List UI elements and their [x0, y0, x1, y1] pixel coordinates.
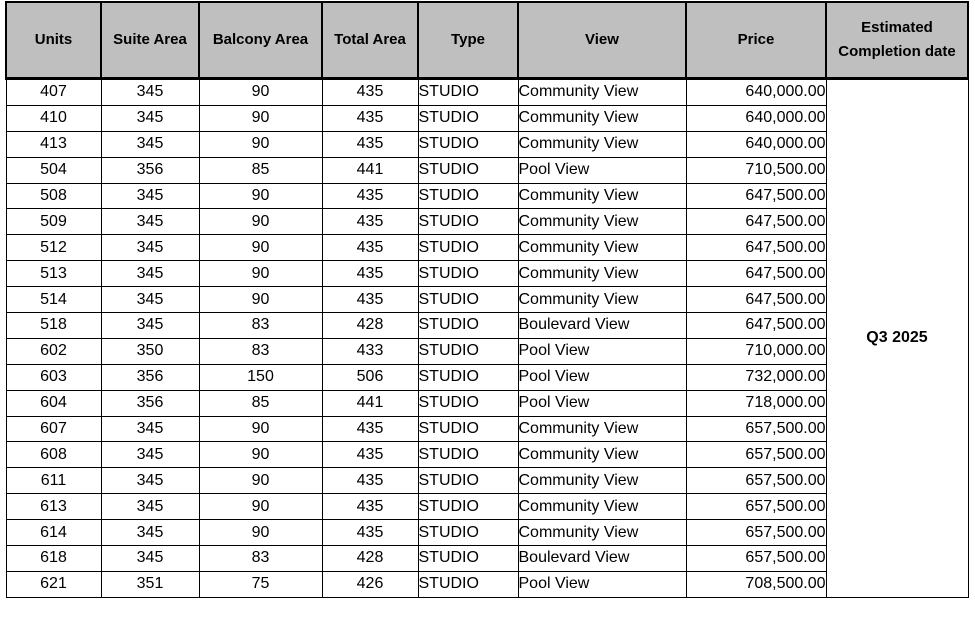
cell-type[interactable]: STUDIO [418, 131, 518, 157]
table-row [6, 364, 968, 390]
cell-price[interactable]: 657,500.00 [686, 416, 826, 442]
table-row [6, 416, 968, 442]
table-row [6, 313, 968, 339]
cell-view[interactable]: Pool View [518, 390, 686, 416]
cell-total-area[interactable]: 435 [322, 261, 418, 287]
cell-balcony-area[interactable]: 150 [199, 364, 322, 390]
table-row [6, 235, 968, 261]
cell-suite-area[interactable]: 345 [101, 520, 199, 546]
cell-balcony-area[interactable]: 90 [199, 131, 322, 157]
table-header [6, 2, 968, 79]
cell-price[interactable]: 710,500.00 [686, 157, 826, 183]
cell-unit[interactable]: 514 [6, 287, 101, 313]
cell-suite-area[interactable]: 351 [101, 571, 199, 597]
cell-balcony-area[interactable]: 90 [199, 261, 322, 287]
cell-total-area[interactable]: 435 [322, 520, 418, 546]
cell-total-area[interactable]: 435 [322, 209, 418, 235]
cell-price[interactable]: 647,500.00 [686, 209, 826, 235]
cell-unit[interactable]: 509 [6, 209, 101, 235]
cell-total-area[interactable]: 435 [322, 494, 418, 520]
cell-total-area[interactable]: 433 [322, 338, 418, 364]
cell-price[interactable]: 710,000.00 [686, 338, 826, 364]
cell-type[interactable]: STUDIO [418, 520, 518, 546]
cell-price[interactable]: 657,500.00 [686, 520, 826, 546]
cell-suite-area[interactable]: 345 [101, 105, 199, 131]
col-header-balcony-area[interactable]: Balcony Area [199, 2, 322, 79]
cell-total-area[interactable]: 435 [322, 416, 418, 442]
table-row [6, 520, 968, 546]
cell-type[interactable]: STUDIO [418, 338, 518, 364]
cell-balcony-area[interactable]: 90 [199, 520, 322, 546]
cell-view[interactable]: Pool View [518, 364, 686, 390]
table-row [6, 468, 968, 494]
cell-balcony-area[interactable]: 85 [199, 390, 322, 416]
cell-type[interactable]: STUDIO [418, 209, 518, 235]
cell-view[interactable]: Community View [518, 287, 686, 313]
cell-balcony-area[interactable]: 83 [199, 338, 322, 364]
cell-unit[interactable]: 407 [6, 79, 101, 106]
cell-view[interactable]: Community View [518, 105, 686, 131]
col-header-suite-area[interactable]: Suite Area [101, 2, 199, 79]
cell-price[interactable]: 708,500.00 [686, 571, 826, 597]
cell-suite-area[interactable]: 356 [101, 364, 199, 390]
header-row [6, 2, 968, 79]
cell-price[interactable]: 647,500.00 [686, 287, 826, 313]
cell-type[interactable]: STUDIO [418, 157, 518, 183]
cell-balcony-area[interactable]: 90 [199, 183, 322, 209]
cell-total-area[interactable]: 435 [322, 105, 418, 131]
cell-unit[interactable]: 504 [6, 157, 101, 183]
cell-view[interactable]: Community View [518, 416, 686, 442]
cell-balcony-area[interactable]: 83 [199, 313, 322, 339]
cell-unit[interactable]: 602 [6, 338, 101, 364]
cell-type[interactable]: STUDIO [418, 287, 518, 313]
cell-price[interactable]: 732,000.00 [686, 364, 826, 390]
cell-suite-area[interactable]: 345 [101, 313, 199, 339]
table-row [6, 571, 968, 597]
table-row [6, 131, 968, 157]
cell-suite-area[interactable]: 345 [101, 79, 199, 106]
cell-suite-area[interactable]: 345 [101, 494, 199, 520]
table-row [6, 79, 968, 106]
cell-balcony-area[interactable]: 90 [199, 494, 322, 520]
cell-type[interactable]: STUDIO [418, 183, 518, 209]
cell-balcony-area[interactable]: 90 [199, 105, 322, 131]
cell-unit[interactable]: 508 [6, 183, 101, 209]
table-row [6, 546, 968, 572]
cell-price[interactable]: 718,000.00 [686, 390, 826, 416]
cell-unit[interactable]: 611 [6, 468, 101, 494]
cell-view[interactable]: Community View [518, 520, 686, 546]
cell-unit[interactable]: 603 [6, 364, 101, 390]
cell-unit[interactable]: 607 [6, 416, 101, 442]
cell-unit[interactable]: 604 [6, 390, 101, 416]
cell-price[interactable]: 657,500.00 [686, 494, 826, 520]
cell-unit[interactable]: 621 [6, 571, 101, 597]
cell-total-area[interactable]: 435 [322, 287, 418, 313]
table-row [6, 442, 968, 468]
cell-total-area[interactable]: 435 [322, 235, 418, 261]
cell-price[interactable]: 640,000.00 [686, 131, 826, 157]
cell-suite-area[interactable]: 345 [101, 416, 199, 442]
table-row [6, 287, 968, 313]
cell-view[interactable]: Boulevard View [518, 313, 686, 339]
cell-unit[interactable]: 608 [6, 442, 101, 468]
cell-type[interactable]: STUDIO [418, 313, 518, 339]
cell-view[interactable]: Community View [518, 235, 686, 261]
cell-suite-area[interactable]: 345 [101, 287, 199, 313]
cell-suite-area[interactable]: 350 [101, 338, 199, 364]
cell-unit[interactable]: 518 [6, 313, 101, 339]
cell-type[interactable]: STUDIO [418, 105, 518, 131]
cell-type[interactable]: STUDIO [418, 468, 518, 494]
cell-suite-area[interactable]: 345 [101, 468, 199, 494]
cell-unit[interactable]: 410 [6, 105, 101, 131]
cell-view[interactable]: Community View [518, 468, 686, 494]
cell-total-area[interactable]: 441 [322, 157, 418, 183]
cell-balcony-area[interactable]: 83 [199, 546, 322, 572]
cell-unit[interactable]: 513 [6, 261, 101, 287]
cell-type[interactable]: STUDIO [418, 546, 518, 572]
cell-suite-area[interactable]: 345 [101, 546, 199, 572]
cell-suite-area[interactable]: 356 [101, 390, 199, 416]
cell-suite-area[interactable]: 345 [101, 235, 199, 261]
cell-total-area[interactable]: 435 [322, 468, 418, 494]
cell-unit[interactable]: 613 [6, 494, 101, 520]
cell-total-area[interactable]: 435 [322, 183, 418, 209]
cell-unit[interactable]: 512 [6, 235, 101, 261]
cell-type[interactable]: STUDIO [418, 442, 518, 468]
table-row [6, 338, 968, 364]
cell-total-area[interactable]: 428 [322, 313, 418, 339]
cell-view[interactable]: Pool View [518, 157, 686, 183]
cell-view[interactable]: Community View [518, 261, 686, 287]
cell-balcony-area[interactable]: 90 [199, 287, 322, 313]
cell-type[interactable]: STUDIO [418, 261, 518, 287]
cell-type[interactable]: STUDIO [418, 79, 518, 106]
cell-balcony-area[interactable]: 90 [199, 79, 322, 106]
cell-suite-area[interactable]: 345 [101, 209, 199, 235]
cell-suite-area[interactable]: 345 [101, 261, 199, 287]
cell-completion-date[interactable]: Q3 2025 [826, 79, 968, 598]
cell-price[interactable]: 640,000.00 [686, 105, 826, 131]
cell-price[interactable]: 657,500.00 [686, 468, 826, 494]
units-table [5, 1, 969, 598]
cell-type[interactable]: STUDIO [418, 494, 518, 520]
cell-view[interactable]: Community View [518, 131, 686, 157]
cell-view[interactable]: Community View [518, 183, 686, 209]
cell-view[interactable]: Community View [518, 442, 686, 468]
cell-price[interactable]: 640,000.00 [686, 79, 826, 106]
table-row [6, 157, 968, 183]
col-header-total-area[interactable]: Total Area [322, 2, 418, 79]
cell-total-area[interactable]: 441 [322, 390, 418, 416]
cell-type[interactable]: STUDIO [418, 416, 518, 442]
cell-view[interactable]: Community View [518, 209, 686, 235]
cell-total-area[interactable]: 435 [322, 79, 418, 106]
table-row [6, 390, 968, 416]
table-body [6, 79, 968, 598]
cell-type[interactable]: STUDIO [418, 235, 518, 261]
cell-balcony-area[interactable]: 90 [199, 235, 322, 261]
cell-balcony-area[interactable]: 90 [199, 442, 322, 468]
cell-view[interactable]: Pool View [518, 571, 686, 597]
cell-total-area[interactable]: 506 [322, 364, 418, 390]
col-header-view[interactable]: View [518, 2, 686, 79]
units-sheet [5, 1, 967, 598]
cell-total-area[interactable]: 435 [322, 442, 418, 468]
cell-price[interactable]: 647,500.00 [686, 183, 826, 209]
cell-unit[interactable]: 618 [6, 546, 101, 572]
cell-price[interactable]: 657,500.00 [686, 442, 826, 468]
col-header-type[interactable]: Type [418, 2, 518, 79]
cell-total-area[interactable]: 428 [322, 546, 418, 572]
cell-unit[interactable]: 614 [6, 520, 101, 546]
table-row [6, 183, 968, 209]
cell-suite-area[interactable]: 345 [101, 183, 199, 209]
cell-balcony-area[interactable]: 90 [199, 468, 322, 494]
cell-view[interactable]: Community View [518, 494, 686, 520]
table-row [6, 261, 968, 287]
col-header-price[interactable]: Price [686, 2, 826, 79]
cell-view[interactable]: Community View [518, 79, 686, 106]
cell-balcony-area[interactable]: 75 [199, 571, 322, 597]
cell-balcony-area[interactable]: 85 [199, 157, 322, 183]
cell-price[interactable]: 647,500.00 [686, 235, 826, 261]
cell-price[interactable]: 647,500.00 [686, 261, 826, 287]
cell-balcony-area[interactable]: 90 [199, 416, 322, 442]
cell-balcony-area[interactable]: 90 [199, 209, 322, 235]
cell-total-area[interactable]: 426 [322, 571, 418, 597]
cell-price[interactable]: 657,500.00 [686, 546, 826, 572]
table-row [6, 209, 968, 235]
col-header-completion-date[interactable]: Estimated Completion date [826, 2, 968, 79]
cell-type[interactable]: STUDIO [418, 390, 518, 416]
cell-suite-area[interactable]: 356 [101, 157, 199, 183]
table-row [6, 494, 968, 520]
table-row [6, 105, 968, 131]
col-header-units[interactable]: Units [6, 2, 101, 79]
cell-type[interactable]: STUDIO [418, 571, 518, 597]
cell-view[interactable]: Boulevard View [518, 546, 686, 572]
cell-price[interactable]: 647,500.00 [686, 313, 826, 339]
cell-suite-area[interactable]: 345 [101, 442, 199, 468]
cell-unit[interactable]: 413 [6, 131, 101, 157]
cell-view[interactable]: Pool View [518, 338, 686, 364]
cell-suite-area[interactable]: 345 [101, 131, 199, 157]
cell-total-area[interactable]: 435 [322, 131, 418, 157]
cell-type[interactable]: STUDIO [418, 364, 518, 390]
